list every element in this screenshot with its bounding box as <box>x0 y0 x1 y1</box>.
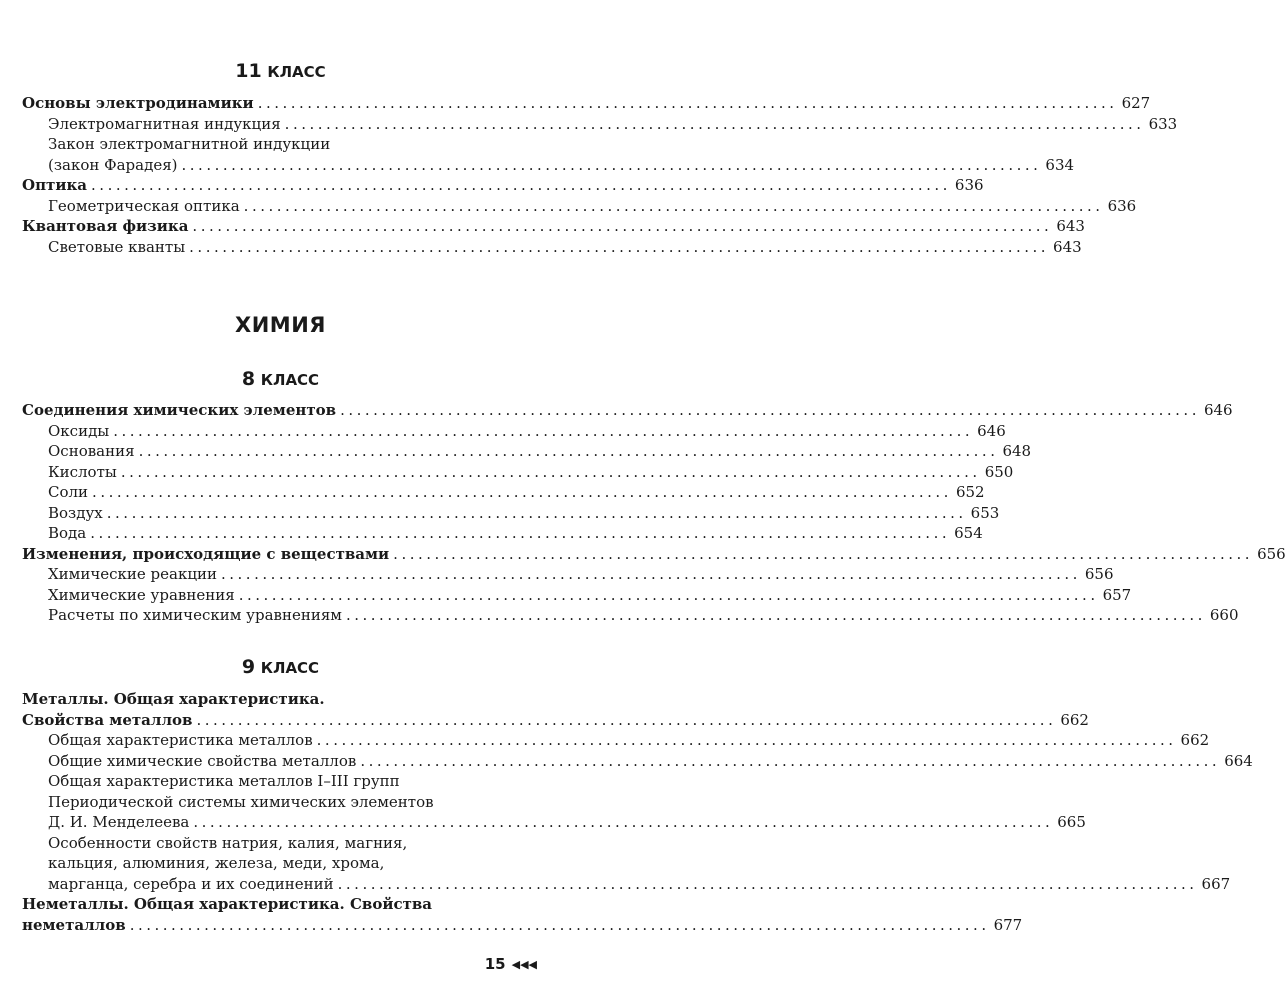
leader-dots: ........................................................................................................ <box>316 731 1177 749</box>
leader-dots: ........................................................................................................ <box>284 114 1145 133</box>
entry-title: Соли <box>48 483 89 501</box>
toc-entry[interactable] <box>22 605 1239 626</box>
entry-title: Вода <box>48 524 87 542</box>
leader-dots: ........................................................................................................ <box>196 710 1057 729</box>
entry-page: 627 <box>1121 94 1151 112</box>
entry-page: 633 <box>1148 114 1178 133</box>
leader-dots: ........................................................................................................ <box>345 606 1206 624</box>
entry-page: 646 <box>1203 401 1233 419</box>
grade-9-heading <box>0 656 561 678</box>
entry-page: 660 <box>1209 606 1239 624</box>
toc-entry[interactable] <box>22 585 1132 606</box>
entry-title: Изменения, происходящие с веществами <box>22 544 390 563</box>
entry-title: кальция, алюминия, железа, меди, хрома, <box>48 854 385 872</box>
grade-number: 9 <box>241 656 256 678</box>
leader-dots: ........................................................................................................ <box>90 524 951 542</box>
toc-entry[interactable] <box>22 421 1006 442</box>
toc-entry[interactable] <box>22 134 542 155</box>
entry-page: 665 <box>1057 813 1086 831</box>
toc-entry[interactable] <box>22 544 1286 565</box>
grade-word: КЛАСС <box>260 659 320 677</box>
toc-entry[interactable] <box>22 523 983 544</box>
grade-word: КЛАСС <box>260 371 320 389</box>
entry-page: 677 <box>993 915 1023 934</box>
grade-8-heading <box>0 368 561 390</box>
entry-page: 650 <box>984 462 1014 481</box>
entry-title: Неметаллы. Общая характеристика. Свойства <box>22 895 433 913</box>
toc-entry[interactable] <box>22 771 542 792</box>
toc-entry[interactable] <box>22 853 542 874</box>
entry-page: 636 <box>954 176 984 194</box>
entry-page: 646 <box>977 421 1006 440</box>
grade-number: 8 <box>241 368 256 390</box>
leader-dots: ........................................................................................................ <box>138 442 999 460</box>
entry-title: Закон электромагнитной индукции <box>48 135 331 153</box>
toc-entry[interactable] <box>22 155 1075 176</box>
toc-entry[interactable] <box>22 812 1086 833</box>
entry-title: Кислоты <box>48 462 117 481</box>
page-footer <box>485 955 537 973</box>
entry-page: 634 <box>1045 155 1075 174</box>
triple-arrow-left-icon: ◀◀◀ <box>511 957 537 971</box>
toc-entry[interactable] <box>22 175 984 196</box>
entry-page: 643 <box>1053 237 1082 256</box>
entry-page: 636 <box>1107 196 1137 215</box>
toc-list-grade-9 <box>22 689 1253 935</box>
leader-dots: ........................................................................................................ <box>360 751 1221 770</box>
entry-page: 662 <box>1060 710 1089 729</box>
entry-title: Оптика <box>22 176 88 194</box>
entry-title: Общая характеристика металлов I–III групп <box>48 772 400 790</box>
toc-entry[interactable] <box>22 894 542 915</box>
leader-dots: ........................................................................................................ <box>120 462 981 481</box>
page-number: 15 <box>484 955 506 973</box>
subject-heading: ХИМИЯ <box>235 313 326 337</box>
toc-entry[interactable] <box>22 915 1023 936</box>
toc-entry[interactable] <box>22 833 542 854</box>
leader-dots: ........................................................................................................ <box>243 196 1104 215</box>
entry-page: 657 <box>1102 585 1132 604</box>
leader-dots: ........................................................................................................ <box>92 483 952 501</box>
entry-page: 654 <box>954 524 983 542</box>
entry-title: Электромагнитная индукция <box>48 114 281 133</box>
entry-title: Соединения химических элементов <box>22 401 337 419</box>
grade-number: 11 <box>235 60 262 82</box>
entry-title: Металлы. Общая характеристика. <box>22 690 325 708</box>
entry-title: марганца, серебра и их соединений <box>48 874 334 893</box>
toc-list-grade-11 <box>22 93 1178 257</box>
entry-title: Основы электродинамики <box>22 94 254 112</box>
toc-entry[interactable] <box>22 237 1082 258</box>
leader-dots: ........................................................................................................ <box>193 813 1054 831</box>
toc-entry[interactable] <box>22 751 1253 772</box>
leader-dots: ........................................................................................................ <box>189 237 1050 256</box>
toc-entry[interactable] <box>22 196 1137 217</box>
entry-page: 652 <box>955 483 985 501</box>
leader-dots: ........................................................................................................ <box>337 874 1198 893</box>
entry-title: Расчеты по химическим уравнениям <box>48 606 342 624</box>
leader-dots: ........................................................................................................ <box>257 94 1118 112</box>
toc-entry[interactable] <box>22 689 542 710</box>
entry-title: Геометрическая оптика <box>48 196 240 215</box>
leader-dots: ........................................................................................................ <box>192 217 1053 235</box>
grade-11-heading <box>0 60 561 82</box>
entry-title: Световые кванты <box>48 237 186 256</box>
leader-dots: ........................................................................................................ <box>393 544 1254 563</box>
leader-dots: ........................................................................................................ <box>221 565 1081 583</box>
toc-entry[interactable] <box>22 93 1151 114</box>
entry-title: (закон Фарадея) <box>48 155 178 174</box>
toc-entry[interactable] <box>22 564 1114 585</box>
toc-entry[interactable] <box>22 400 1233 421</box>
grade-word: КЛАСС <box>267 63 326 81</box>
entry-title: Химические уравнения <box>48 585 235 604</box>
entry-title: Квантовая физика <box>22 217 189 235</box>
toc-entry[interactable] <box>22 482 985 503</box>
toc-entry[interactable] <box>22 462 1014 483</box>
entry-title: Общие химические свойства металлов <box>48 751 357 770</box>
entry-page: 667 <box>1201 874 1231 893</box>
entry-page: 648 <box>1002 442 1032 460</box>
leader-dots: ........................................................................................................ <box>113 421 974 440</box>
entry-page: 643 <box>1056 217 1085 235</box>
entry-title: Воздух <box>48 503 103 522</box>
entry-title: Д. И. Менделеева <box>48 813 190 831</box>
toc-entry[interactable] <box>22 730 1210 751</box>
toc-entry[interactable] <box>22 710 1089 731</box>
entry-title: неметаллов <box>22 915 126 934</box>
entry-title: Периодической системы химических элементов <box>48 792 434 811</box>
entry-title: Оксиды <box>48 421 110 440</box>
leader-dots: ........................................................................................................ <box>181 155 1042 174</box>
entry-title: Основания <box>48 442 135 460</box>
entry-page: 656 <box>1257 544 1286 563</box>
toc-entry[interactable] <box>22 792 542 813</box>
entry-title: Свойства металлов <box>22 710 193 729</box>
toc-entry[interactable] <box>22 503 1000 524</box>
entry-title: Особенности свойств натрия, калия, магния, <box>48 833 408 852</box>
leader-dots: ........................................................................................................ <box>106 503 967 522</box>
leader-dots: ........................................................................................................ <box>91 176 951 194</box>
entry-page: 662 <box>1180 731 1210 749</box>
leader-dots: ........................................................................................................ <box>238 585 1099 604</box>
entry-page: 664 <box>1224 751 1253 770</box>
toc-entry[interactable] <box>22 114 1178 135</box>
toc-entry[interactable] <box>22 441 1032 462</box>
leader-dots: ........................................................................................................ <box>129 915 990 934</box>
entry-page: 653 <box>970 503 1000 522</box>
toc-entry[interactable] <box>22 874 1231 895</box>
entry-title: Общая характеристика металлов <box>48 731 313 749</box>
leader-dots: ........................................................................................................ <box>340 401 1200 419</box>
entry-title: Химические реакции <box>48 565 217 583</box>
entry-page: 656 <box>1084 565 1114 583</box>
toc-entry[interactable] <box>22 216 1085 237</box>
toc-list-grade-8 <box>22 400 1286 626</box>
